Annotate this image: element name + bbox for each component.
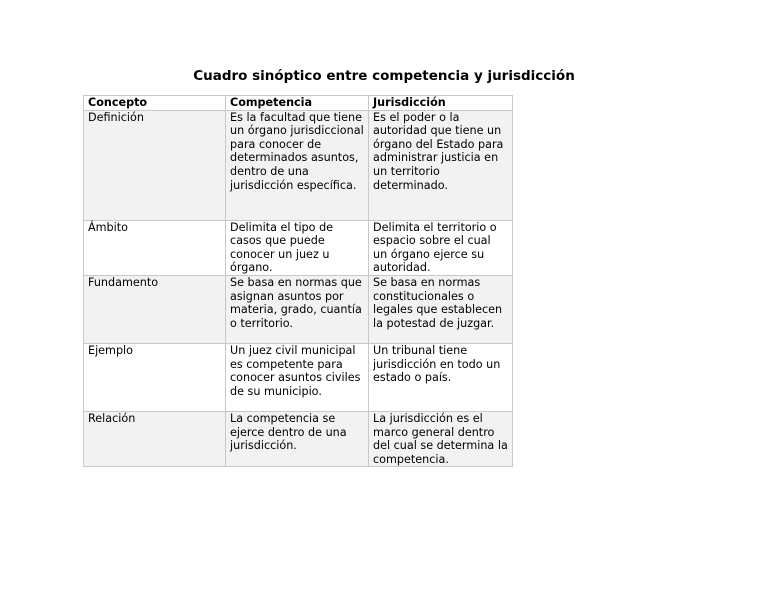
table-header-row (84, 96, 513, 111)
cell-competencia: Es la facultad que tiene un órgano jurisdiccional para conocer de determinados asuntos, dentro de una jurisdicción específica. (226, 110, 369, 220)
header-competencia: Competencia (226, 96, 369, 111)
header-concepto: Concepto (84, 96, 226, 111)
cell-concepto: Ejemplo (84, 343, 226, 411)
cell-jurisdiccion: Un tribunal tiene jurisdicción en todo un estado o país. (369, 343, 513, 411)
table-row (84, 411, 513, 466)
cell-jurisdiccion: Delimita el territorio o espacio sobre el cual un órgano ejerce su autoridad. (369, 220, 513, 275)
cell-concepto: Definición (84, 110, 226, 220)
document-title: Cuadro sinóptico entre competencia y jurisdicción (193, 68, 575, 84)
cell-competencia: La competencia se ejerce dentro de una jurisdicción. (226, 411, 369, 466)
cell-jurisdiccion: Se basa en normas constitucionales o legales que establecen la potestad de juzgar. (369, 275, 513, 343)
table-row (84, 343, 513, 411)
cell-concepto: Relación (84, 411, 226, 466)
cell-competencia: Delimita el tipo de casos que puede conocer un juez u órgano. (226, 220, 369, 275)
header-jurisdiccion: Jurisdicción (369, 96, 513, 111)
cell-jurisdiccion: La jurisdicción es el marco general dentro del cual se determina la competencia. (369, 411, 513, 466)
table-row (84, 275, 513, 343)
table-row (84, 110, 513, 220)
table-row (84, 220, 513, 275)
synoptic-table (83, 95, 513, 467)
cell-concepto: Ámbito (84, 220, 226, 275)
cell-competencia: Un juez civil municipal es competente para conocer asuntos civiles de su municipio. (226, 343, 369, 411)
cell-jurisdiccion: Es el poder o la autoridad que tiene un órgano del Estado para administrar justicia en un territorio determinado. (369, 110, 513, 220)
cell-competencia: Se basa en normas que asignan asuntos por materia, grado, cuantía o territorio. (226, 275, 369, 343)
cell-concepto: Fundamento (84, 275, 226, 343)
